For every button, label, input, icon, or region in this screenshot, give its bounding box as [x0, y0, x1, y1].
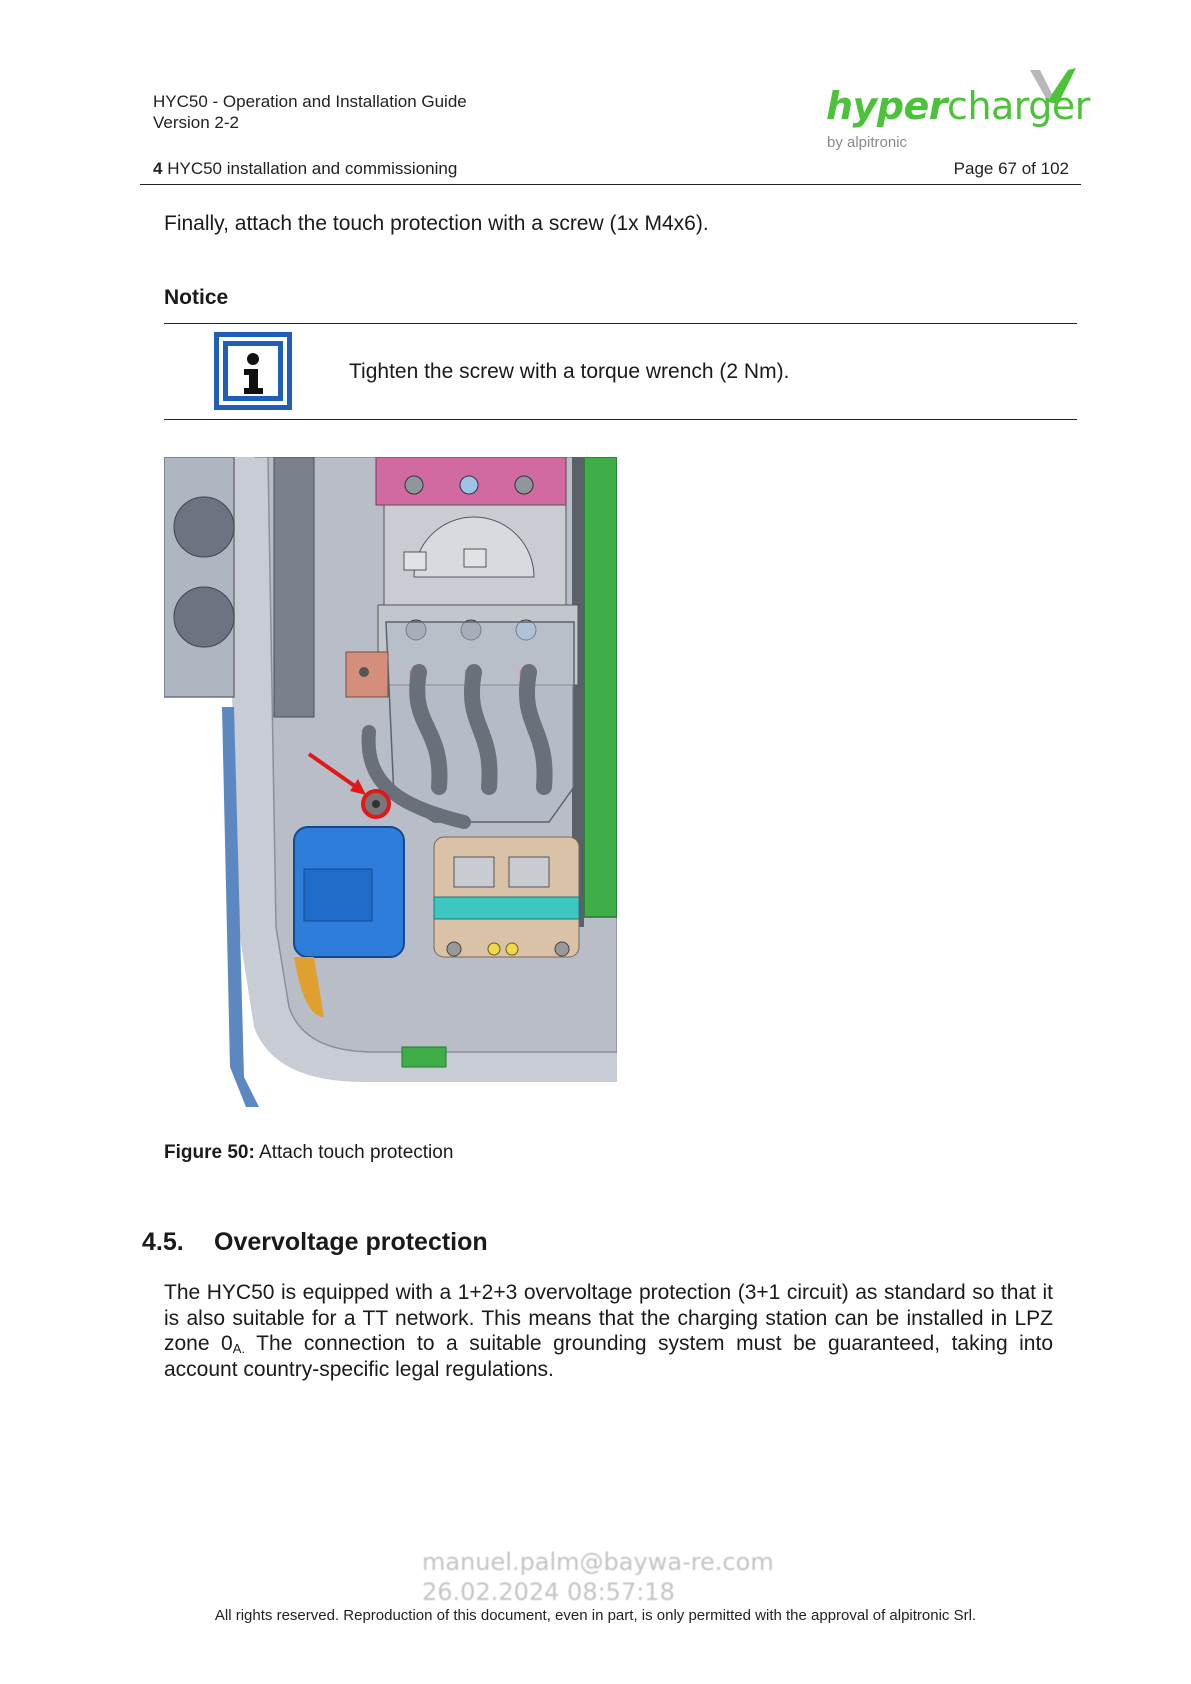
figure-caption-text: Attach touch protection — [259, 1142, 454, 1163]
copyright-footer: All rights reserved. Reproduction of this document, even in part, is only permitted with the approval of alpitronic Srl. — [214, 1607, 977, 1624]
touch-protection-diagram — [164, 457, 617, 1123]
section-paragraph — [164, 1280, 1053, 1382]
logo-brand-bold: hyper — [826, 84, 948, 128]
green-pcb — [584, 457, 617, 917]
notice-text: Tighten the screw with a torque wrench (2 Nm). — [349, 360, 790, 383]
intro-paragraph: Finally, attach the touch protection with a screw (1x M4x6). — [164, 212, 709, 235]
figure-caption-label: Figure 50: — [164, 1142, 255, 1163]
section-number: 4.5. — [142, 1228, 184, 1256]
figure-caption — [164, 1142, 453, 1164]
logo-brand-light: charger — [947, 84, 1090, 128]
header-divider — [140, 184, 1081, 185]
notice-top-rule — [164, 323, 1077, 324]
doc-version: Version 2-2 — [153, 113, 239, 132]
doc-title: HYC50 - Operation and Installation Guide — [153, 92, 467, 111]
chapter-number: 4 — [153, 159, 163, 178]
logo-byline: by alpitronic — [827, 134, 908, 151]
notice-title: Notice — [164, 286, 229, 309]
section-paragraph-part2: The connection to a suitable grounding system must be guaranteed, taking into account country-specific legal regulations. — [164, 1332, 1054, 1381]
chapter-heading — [153, 158, 457, 179]
hypercharger-logo — [826, 68, 1090, 158]
figure-image — [164, 457, 617, 1123]
section-paragraph-part1: The HYC50 is equipped with a 1+2+3 overvoltage protection (3+1 circuit) as standard so that it is also suitable for a TT network. This means that the charging station can be installed in LPZ zone 0 — [164, 1281, 1053, 1355]
page-number: Page 67 of 102 — [953, 159, 1069, 178]
watermark-email: manuel.palm@baywa-re.com — [422, 1548, 774, 1576]
watermark-timestamp: 26.02.2024 08:57:18 — [422, 1578, 675, 1606]
logo-wordmark — [826, 86, 1090, 126]
section-title: Overvoltage protection — [214, 1228, 488, 1256]
info-icon — [214, 332, 292, 410]
chapter-title: HYC50 installation and commissioning — [167, 159, 458, 178]
lpz-zone-subscript: A. — [232, 1341, 246, 1356]
notice-bottom-rule — [164, 419, 1077, 420]
section-heading — [142, 1228, 488, 1257]
